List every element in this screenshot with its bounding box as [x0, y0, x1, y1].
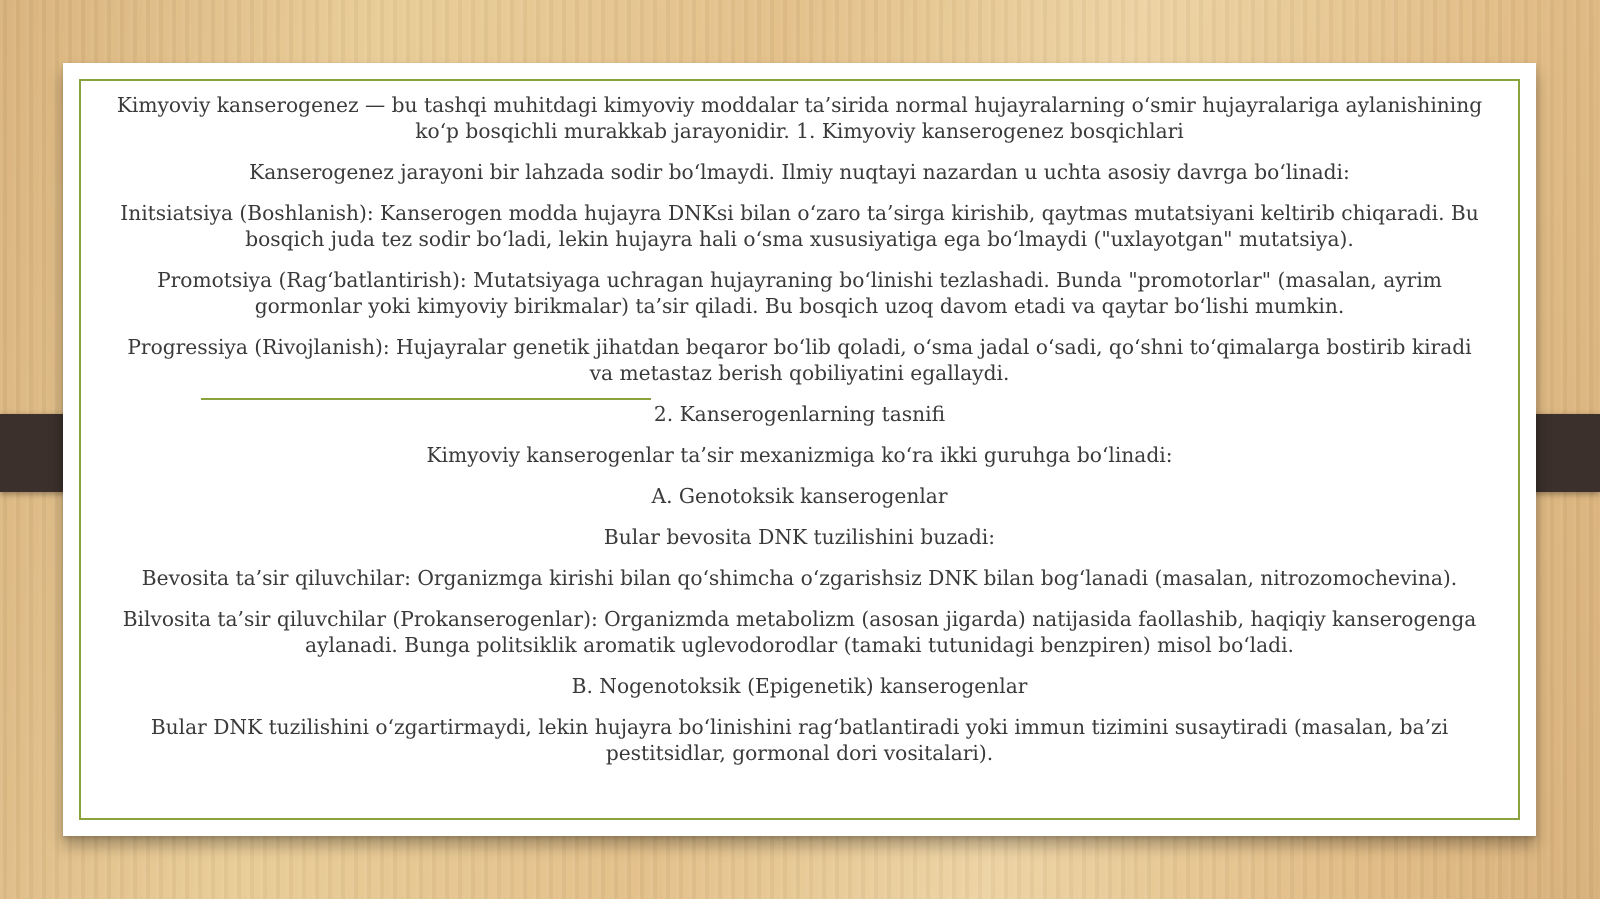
paragraph-classification-intro: Kimyoviy kanserogenlar ta’sir mexanizmiga ko‘ra ikki guruhga bo‘linadi: [426, 443, 1173, 467]
paragraph-nongenotoxic: Bular DNK tuzilishini o‘zgartirmaydi, lekin hujayra bo‘linishini rag‘batlantiradi yoki immun tizimini susaytiradi (masalan, ba’zi pestitsidlar, gormonal dori vositalari). [150, 715, 1449, 765]
paragraph-indirect-acting: Bilvosita ta’sir qiluvchilar (Prokanserogenlar): Organizmda metabolizm (asosan jigarda) natijasida faollashib, haqiqiy kanserogenga aylanadi. Bunga politsiklik aromatik uglevodorodlar (tamaki tutunidagi benzpiren) misol bo‘ladi. [122, 607, 1477, 657]
paragraph-direct-acting: Bevosita ta’sir qiluvchilar: Organizmga kirishi bilan qo‘shimcha o‘zgarishsiz DNK bilan bog‘lanadi (masalan, nitrozomochevina). [141, 566, 1458, 590]
slide-frame [79, 79, 1520, 820]
paragraph-promotion: Promotsiya (Rag‘batlantirish): Mutatsiyaga uchragan hujayraning bo‘linishi tezlashadi. Bunda "promotorlar" (masalan, ayrim gormonlar yoki kimyoviy birikmalar) ta’sir qiladi. Bu bosqich uzoq davom etadi va qaytar bo‘lishi mumkin. [157, 268, 1442, 318]
paragraph-initiation: Initsiatsiya (Boshlanish): Kanserogen modda hujayra DNKsi bilan o‘zaro ta’sirga kirishib, qaytmas mutatsiyani keltirib chiqaradi. Bu bosqich juda tez sodir bo‘ladi, lekin hujayra hali o‘sma xususiyatiga ega bo‘lmaydi ("uxlayotgan" mutatsiya). [120, 201, 1479, 251]
heading-genotoxic: A. Genotoksik kanserogenlar [651, 484, 948, 508]
heading-classification: 2. Kanserogenlarning tasnifi [653, 402, 946, 426]
slide-card [63, 63, 1536, 836]
heading-nongenotoxic: B. Nogenotoksik (Epigenetik) kanserogenlar [571, 674, 1028, 698]
paragraph-stages-intro: Kanserogenez jarayoni bir lahzada sodir bo‘lmaydi. Ilmiy nuqtayi nazardan u uchta asosiy davrga bo‘linadi: [249, 160, 1350, 184]
slide-content [113, 92, 1486, 781]
paragraph-progression: Progressiya (Rivojlanish): Hujayralar genetik jihatdan beqaror bo‘lib qoladi, o‘sma jadal o‘sadi, qo‘shni to‘qimalarga bostirib kiradi va metastaz berish qobiliyatini egallaydi. [127, 335, 1472, 385]
paragraph-genotoxic-intro: Bular bevosita DNK tuzilishini buzadi: [603, 525, 996, 549]
paragraph-intro: Kimyoviy kanserogenez — bu tashqi muhitdagi kimyoviy moddalar ta’sirida normal hujayralarning o‘smir hujayralariga aylanishining ko‘p bosqichli murakkab jarayonidir. 1. Kimyoviy kanserogenez bosqichlari [116, 93, 1483, 143]
